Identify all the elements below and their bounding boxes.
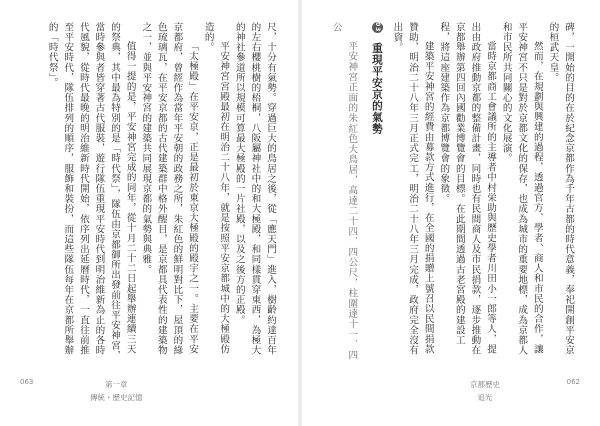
running-head [90,378,143,404]
running-head-chapter: 第一章 [105,380,128,389]
section-heading-title: 重現平安京的氣勢 [370,42,383,135]
section-heading [368,22,384,362]
paragraph: 尺，十分有氣勢。穿過巨大的鳥居之後，從「應天門」進入，樹齡約達百年的左右櫻桃樹的梧桐，八阪屬神社中的和大極殿，和同樣貫穿東西，為極大的神社參道所以規模可算最大極殿的一片社殿，以及之後方的正殿。 [233,22,276,356]
running-head-title: 傳統・歷史記憶 [90,393,143,402]
running-head-title: 追光 [477,393,493,402]
paragraph: 「太極殿」在平安京，正是最初於東京大極殿的殿宇之一。主要在平安京都府，曾經作為當年平安朝的政務之所，朱紅色的鮮明對比下，屋頂的綠色琉璃瓦，在平安京都的古代建築群中格外醒目，是京都具代表性的建築物之一，並與平安神宮的建築共同展現京都的氣勢與典雅。 [140,22,199,356]
paragraph: 平安神宮正面的朱紅色大鳥居，高達二十四．四公尺，柱圍達十一．四公 [330,22,358,361]
paragraph: 建築平安神宮的經費由募款方式進行，在全國的捐贈上號召以民間捐款贊助，明治二十八年三月正式完工，明治二十八年三月完成，政府完全沒有出資。 [391,22,434,356]
running-head-section: 京都歷史 [470,380,500,389]
paragraph: 碑，一開始的目的在於紀念京都作為千年古都的時代意義，奉祀開創平安京的桓武天皇。 [547,22,574,356]
paragraph: 然而，在規劃與興建的過程，透過官方、學者、商人和市民的合作，讓平安神宮不只是對於京都文化的保存，也成為城市的重要地標，成為京都人和市民所共同關心的文化展演。 [500,22,543,356]
section-number-badge: 03 [373,22,381,33]
paragraph: 當時京都商工會議所的主導者中村栄助與歷史學者川田小一郎等人，提出由政府推動京都的整備計畫，同時也有民間商人及市民捐款，逐步推動在京都舉辦第四回內國勸業博覽會的目標。在此期間透過古老宮殿的建設工程，將這座建築作為京都博覽會的象徵。 [438,22,497,356]
paragraph: 平安神宮宮殿最初在明治二十八年，就是按照平安京都城中的大極殿仿造的。 [202,22,230,355]
right-page [300,0,600,426]
paragraph: 值得一提的是，平安神宮完成的同年，從十月二十二日起舉辦連續三天的祭典，其中最為特別的是「時代祭」，隊伍由京都御所出發前往平安神宮，當時參與者皆穿著古代服裝，遊行隊伍重現平安時代到明治維新為止的各時代風貌，從時代最晚的明治維新時代開始，依序列出延曆時代，一直往前推至平安時代，隊伍排列的順序，服飾和裝扮，而這些隊伍每年在京都所舉辦的「時代祭」。 [46,22,136,361]
page-number: 063 [20,378,34,386]
right-page-body [326,22,576,362]
left-page-body [28,22,278,362]
page-number: 062 [566,378,580,386]
running-head [470,378,500,404]
